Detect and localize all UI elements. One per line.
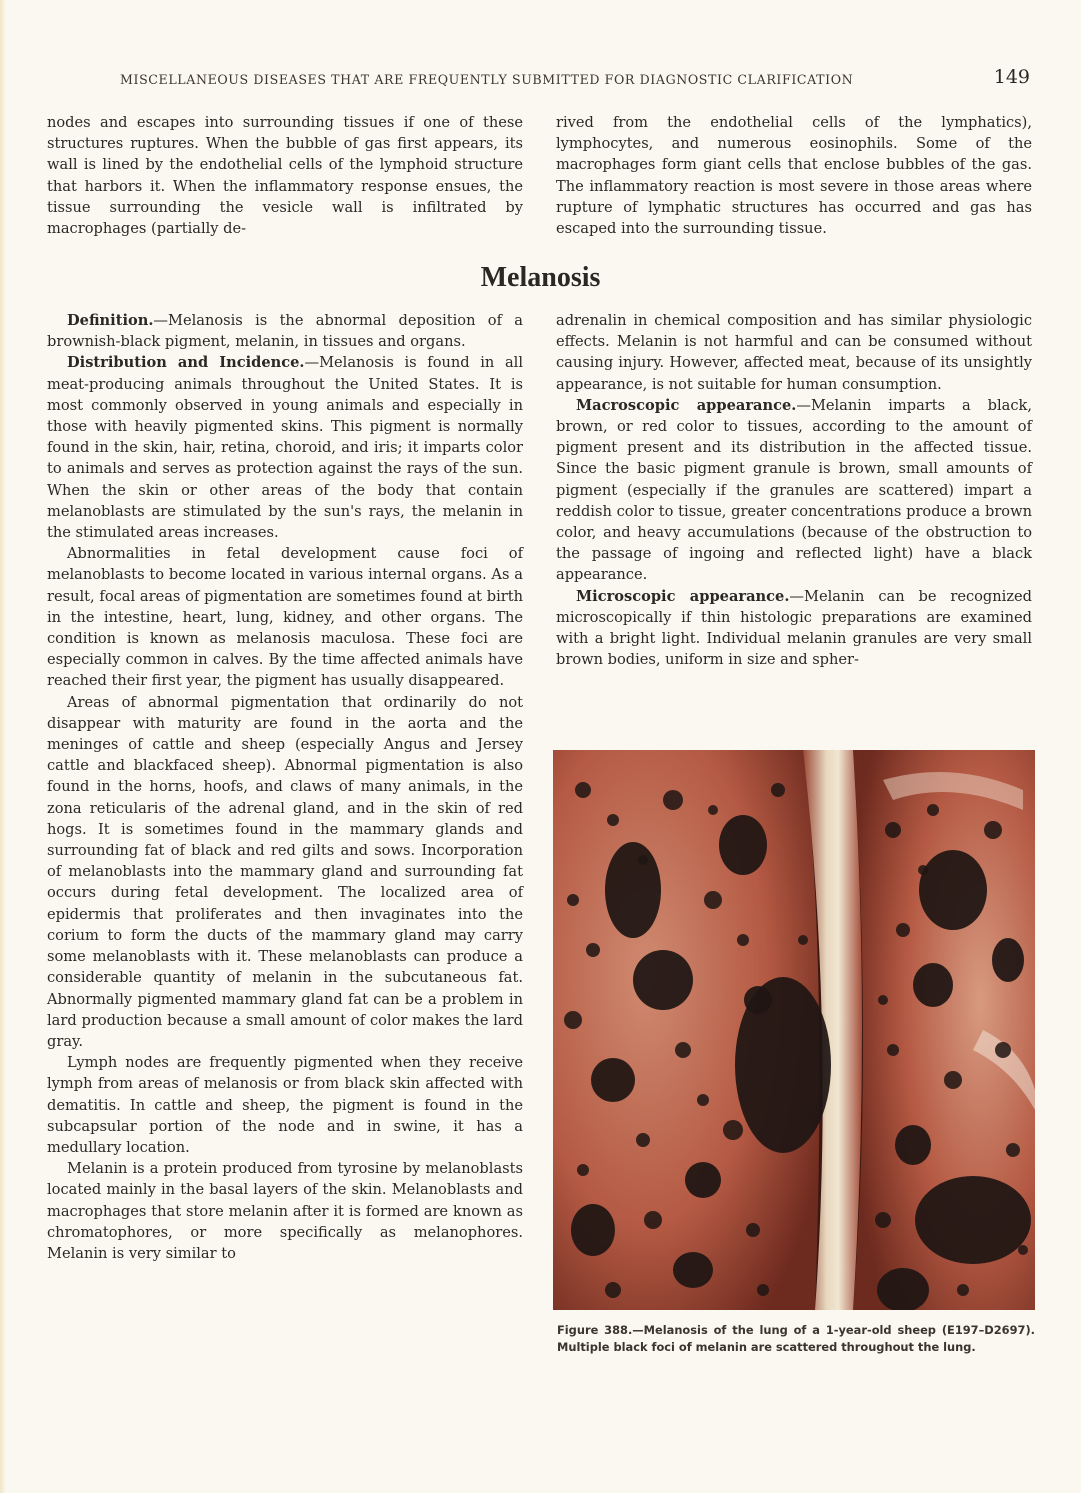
running-head	[48, 66, 1038, 96]
running-title: MISCELLANEOUS DISEASES THAT ARE FREQUENTLY SUBMITTED FOR DIAGNOSTIC CLARIFICATION	[120, 72, 854, 87]
melanin-speck	[798, 935, 808, 945]
melanin-speck	[605, 1282, 621, 1298]
melanin-speck	[746, 1223, 760, 1237]
melanin-speck	[1018, 1245, 1028, 1255]
continuation-left-paragraph: nodes and escapes into surrounding tissues if one of these structures ruptures. When the bubble of gas first appears, its wall is lined by the endothelial cells of the lymphoid structure that harbors it. When the inflammatory response ensues, the tissue surrounding the vesicle wall is infiltrated by macrophages (partially de-	[47, 114, 523, 238]
melanin-speck	[957, 1284, 969, 1296]
section-title: Melanosis	[480, 262, 601, 293]
melanin-speck	[567, 894, 579, 906]
paragraph-definition	[47, 310, 523, 352]
run-in-heading: Macroscopic appearance.	[576, 396, 797, 414]
melanin-speck	[887, 1044, 899, 1056]
melanin-speck	[564, 1011, 582, 1029]
melanin-speck	[697, 1094, 709, 1106]
page-number: 149	[993, 66, 1030, 88]
continuation-left-column	[47, 112, 523, 239]
melanin-speck	[875, 1212, 891, 1228]
melanin-focus	[877, 1268, 929, 1310]
melanin-speck	[708, 805, 718, 815]
melanin-speck	[575, 782, 591, 798]
paragraph-text: —Melanosis is the abnormal deposition of a brownish-black pigment, melanin, in tissues and organs.	[47, 312, 523, 351]
melanin-focus	[992, 938, 1024, 982]
body-left-column	[47, 310, 523, 1264]
body-right-column	[556, 310, 1032, 670]
melanin-speck	[944, 1071, 962, 1089]
melanin-focus	[673, 1252, 713, 1288]
paragraph-fetal-development: Abnormalities in fetal development cause foci of melanoblasts to become located in various internal organs. As a result, focal areas of pigmentation are sometimes found at birth in the intestine, heart, lung, kidney, and other organs. The condition is known as melanosis maculosa. These foci are especially common in calves. By the time affected animals have reached their first year, the pigment has usually disappeared.	[47, 545, 523, 690]
melanin-speck	[771, 783, 785, 797]
figure-melanosis-lung-photo	[553, 750, 1035, 1310]
melanin-speck	[586, 943, 600, 957]
paragraph-melanin-protein: Melanin is a protein produced from tyrosine by melanoblasts located mainly in the basal layers of the skin. Melanoblasts and macrophages that store melanin after it is formed are known as chromatophores, or more specifically as melanophores. Melanin is very similar to	[47, 1160, 523, 1262]
melanin-speck	[607, 814, 619, 826]
melanin-speck	[995, 1042, 1011, 1058]
melanin-speck	[885, 822, 901, 838]
melanin-focus	[571, 1204, 615, 1256]
melanin-speck	[675, 1042, 691, 1058]
melanin-focus	[895, 1125, 931, 1165]
run-in-heading: Distribution and Incidence.	[67, 354, 305, 372]
lung-photo-illustration	[553, 750, 1035, 1310]
melanin-speck	[704, 891, 722, 909]
melanin-speck	[927, 804, 939, 816]
melanin-focus	[633, 950, 693, 1010]
melanin-focus	[913, 963, 953, 1007]
melanin-focus	[605, 842, 661, 938]
melanin-speck	[1006, 1143, 1020, 1157]
figure-caption: Figure 388.—Melanosis of the lung of a 1-year-old sheep (E197–D2697). Multiple black foci of melanin are scattered throughout the lung.	[557, 1323, 1035, 1354]
melanin-focus	[591, 1058, 635, 1102]
melanin-speck	[878, 995, 888, 1005]
melanin-speck	[723, 1120, 743, 1140]
paragraph-abnormal-pigmentation: Areas of abnormal pigmentation that ordinarily do not disappear with maturity are found in the aorta and the meninges of cattle and sheep (especially Angus and Jersey cattle and blackfaced sheep). Abnormal pigmentation is also found in the horns, hoofs, and claws of many animals, in the zona reticularis of the adrenal gland, and in the skin of red hogs. It is sometimes found in the mammary glands and surrounding fat of black and red gilts and sows. Incorporation of melanoblasts into the mammary gland and surrounding fat occurs during fetal development. The localized area of epidermis that proliferates and then invaginates into the corium to form the ducts of the mammary gland may carry some melanoblasts with it. These melanoblasts can produce a considerable quantity of melanin in the subcutaneous fat. Abnormally pigmented mammary gland fat can be a problem in lard production because a small amount of color makes the lard gray.	[47, 693, 523, 1050]
paragraph-text: —Melanosis is found in all meat-producing animals throughout the United States. It is most commonly observed in young animals and especially in those with heavily pigmented skins. This pigment is normally found in the skin, hair, retina, choroid, and iris; it imparts color to animals and serves as protection against the rays of the sun. When the skin or other areas of the body that contain melanoblasts are stimulated by the sun's rays, the melanin in the stimulated areas increases.	[47, 354, 523, 542]
run-in-heading: Definition.	[67, 312, 154, 329]
continuation-right-column	[556, 112, 1032, 239]
run-in-heading: Microscopic appearance.	[576, 587, 790, 605]
melanin-focus	[919, 850, 987, 930]
melanin-speck	[638, 855, 648, 865]
melanin-speck	[737, 934, 749, 946]
melanin-speck	[577, 1164, 589, 1176]
melanin-speck	[757, 1284, 769, 1296]
page-edge	[0, 0, 6, 1493]
melanin-speck	[984, 821, 1002, 839]
continuation-right-paragraph: rived from the endothelial cells of the lymphatics), lymphocytes, and numerous eosinophils. Some of the macrophages form giant cells that enclose bubbles of the gas. The inflammatory reaction is most severe in those areas where rupture of lymphatic structures has occurred and gas has escaped into the surrounding tissue.	[556, 114, 1032, 238]
paragraph-adrenalin: adrenalin in chemical composition and has similar physiologic effects. Melanin is not harmful and can be consumed without causing injury. However, affected meat, because of its unsightly appearance, is not suitable for human consumption.	[556, 312, 1032, 393]
melanin-speck	[636, 1133, 650, 1147]
paragraph-lymph-nodes: Lymph nodes are frequently pigmented when they receive lymph from areas of melanosis or from black skin affected with dematitis. In cattle and sheep, the pigment is found in the subcapsular portion of the node and in swine, it has a medullary location.	[47, 1054, 523, 1156]
paragraph-macroscopic	[556, 395, 1032, 586]
paragraph-microscopic	[556, 586, 1032, 671]
melanin-focus	[915, 1176, 1031, 1264]
melanin-speck	[896, 923, 910, 937]
melanin-focus	[719, 815, 767, 875]
melanin-speck	[663, 790, 683, 810]
melanin-focus	[685, 1162, 721, 1198]
melanin-speck	[644, 1211, 662, 1229]
melanin-focus	[744, 986, 772, 1014]
paragraph-distribution	[47, 352, 523, 543]
paragraph-text: —Melanin can be recognized microscopically if thin histologic preparations are examined with a bright light. Individual melanin granules are very small brown bodies, uniform in size and spher-	[556, 587, 1032, 669]
paragraph-text: —Melanin imparts a black, brown, or red color to tissues, according to the amount of pigment present and its distribution in the affected tissue. Since the basic pigment granule is brown, small amounts of pigment (especially if the granules are scattered) impart a reddish color to tissue, greater concentrations produce a brown color, and heavy accumulations (because of the obstruction to the passage of ingoing and reflected light) have a black appearance.	[556, 396, 1032, 584]
melanin-speck	[918, 865, 928, 875]
